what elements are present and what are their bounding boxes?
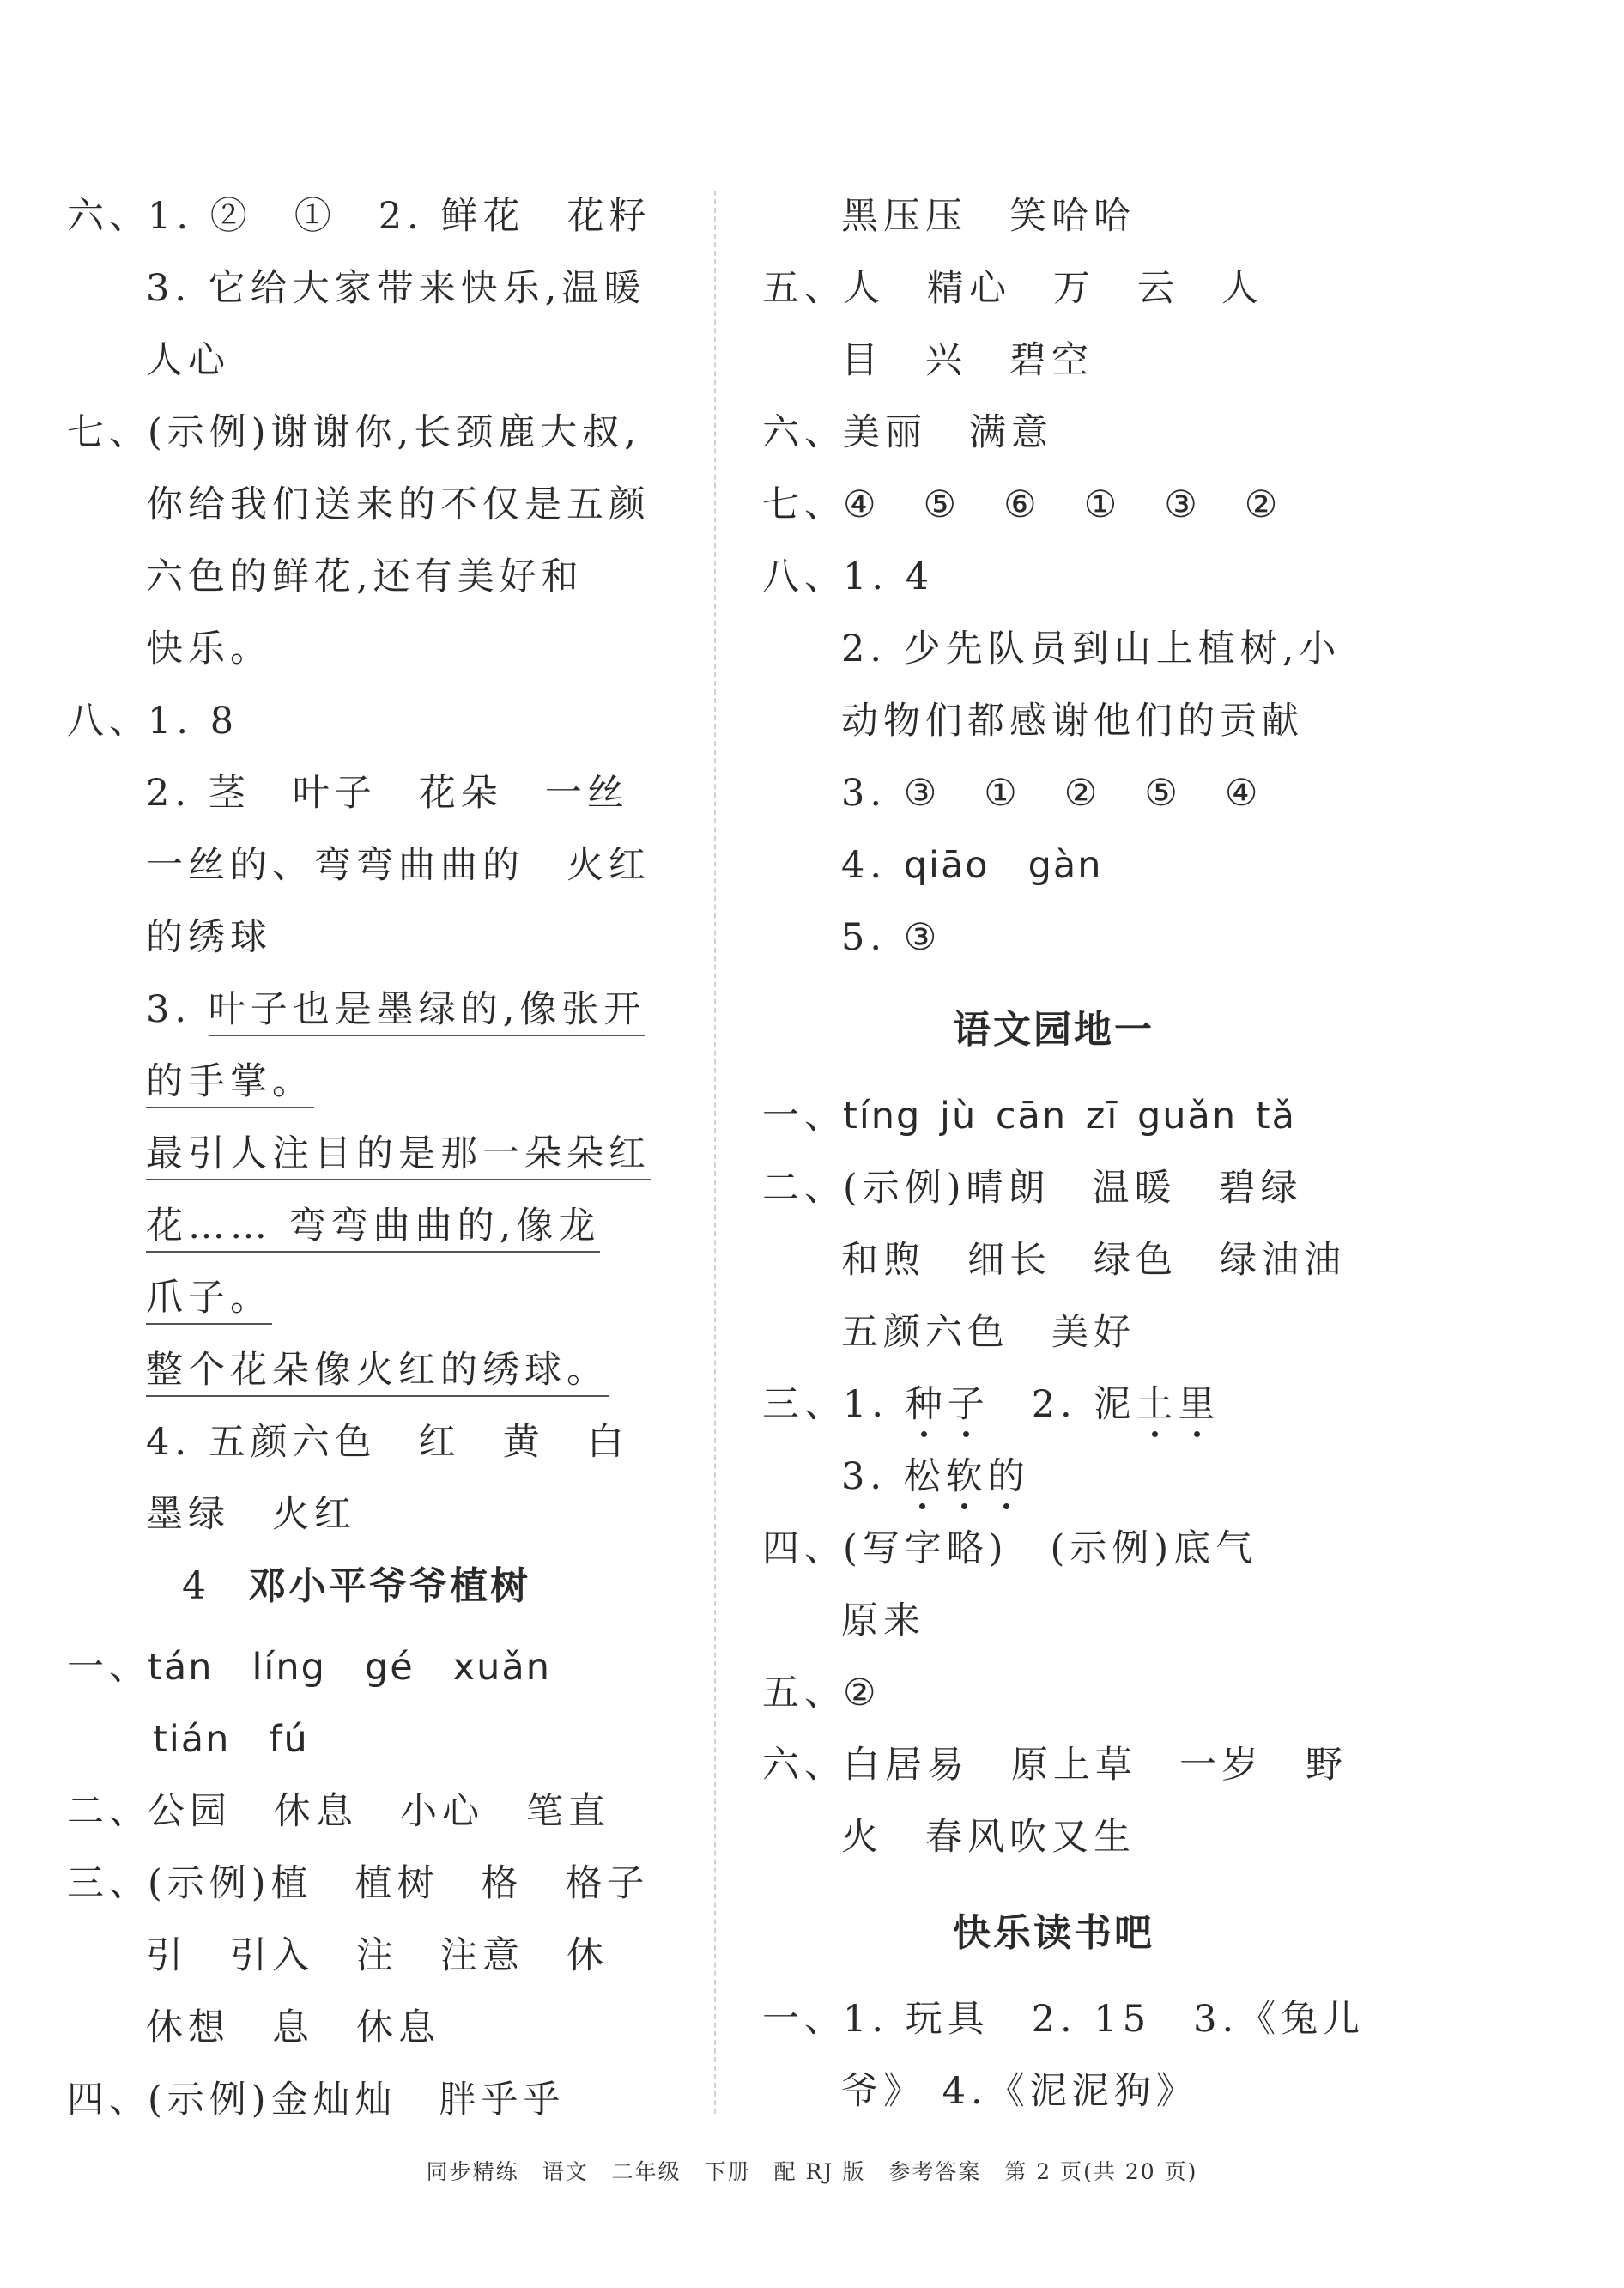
answer-line: tián fú [153,1718,309,1761]
answer-line: 3. ③ ① ② ⑤ ④ [841,772,1263,815]
answer-line: 原来 [841,1599,925,1642]
lesson-title: 邓小平爷爷植树 [248,1564,530,1608]
answer-line: 快乐。 [146,628,272,671]
answer-line: 墨绿 火红 [146,1493,356,1536]
answer-line: 火 春风吹又生 [841,1816,1136,1859]
underlined-sentence: 爪子。 [146,1273,272,1325]
answer-line: 目 兴 碧空 [841,339,1094,382]
answer-line: 二、(示例)晴朗 温暖 碧绿 [762,1167,1303,1210]
answer-line: 和煦 细长 绿色 绿油油 [841,1239,1346,1282]
answer-line [146,1056,314,1108]
answer-line: 六、1. ② ① 2. 鲜花 花籽 [67,195,651,238]
answer-line: 3. 叶子也是墨绿的,像张开 [146,984,645,1036]
answer-line: 三、(示例)植 植树 格 格子 [67,1862,650,1905]
answer-line: 一丝的、弯弯曲曲的 火红 [146,844,651,887]
section-heading: 语文园地一 [953,1008,1154,1052]
page-footer: 同步精练 语文 二年级 下册 配 RJ 版 参考答案 第 2 页(共 20 页) [426,2159,1198,2184]
answer-line: 爷》 4.《泥泥狗》 [841,2070,1198,2113]
answer-line: 八、1. 8 [67,700,239,743]
lesson-heading [182,1561,530,1612]
answer-line: 人心 [146,339,230,382]
emphasis-char: 里 [1178,1379,1220,1430]
section-heading: 快乐读书吧 [953,1911,1154,1955]
answer-line: 动物们都感谢他们的贡献 [841,700,1304,743]
answer-line [146,1128,651,1180]
answer-line: 3. 它给大家带来快乐,温暖 [146,267,646,310]
underlined-sentence: 最引人注目的是那一朵朵红 [146,1129,651,1180]
answer-line [146,1344,609,1397]
answer-line: 八、1. 4 [762,555,935,598]
answer-line: 三、1. 种子 2. 泥土里 [762,1379,1220,1430]
answer-line: 五颜六色 美好 [841,1311,1136,1354]
answer-line: 黑压压 笑哈哈 [841,195,1136,238]
answer-line: 七、(示例)谢谢你,长颈鹿大叔, [67,411,641,454]
emphasis-char: 的 [988,1451,1030,1502]
answer-line: 一、tíng jù cān zī guǎn tǎ [762,1095,1297,1138]
answer-line: 六、美丽 满意 [762,411,1053,454]
emphasis-char: 种 [906,1379,948,1430]
answer-line: 五、② [762,1672,882,1714]
underlined-sentence: 叶子也是墨绿的,像张开 [209,985,646,1036]
emphasis-char: 软 [946,1451,988,1502]
answer-line: 你给我们送来的不仅是五颜 [146,483,651,526]
answer-line: 四、(示例)金灿灿 胖乎乎 [67,2079,566,2121]
emphasis-char: 子 [948,1379,990,1430]
answer-line: 二、公园 休息 小心 笔直 [67,1790,610,1833]
answer-line: 4. 五颜六色 红 黄 白 [146,1421,629,1464]
answer-line [146,1272,272,1325]
answer-line: 2. 茎 叶子 花朵 一丝 [146,772,629,815]
emphasis-char: 土 [1136,1379,1178,1430]
answer-line: 一、tán líng gé xuǎn [67,1646,551,1689]
answer-line: 4. qiāo gàn [841,844,1103,887]
answer-line: 六、白居易 原上草 一岁 野 [762,1744,1348,1787]
answer-line: 2. 少先队员到山上植树,小 [841,628,1342,671]
answer-line: 3. 松软的 [841,1451,1030,1502]
column-divider [714,191,716,2114]
answer-line: 五、人 精心 万 云 人 [762,267,1263,310]
answer-line: 四、(写字略) (示例)底气 [762,1527,1258,1570]
answer-line: 休想 息 休息 [146,2006,440,2049]
answer-line: 七、④ ⑤ ⑥ ① ③ ② [762,483,1283,526]
answer-line [146,1200,600,1253]
answer-line: 六色的鲜花,还有美好和 [146,555,584,598]
underlined-sentence: 的手掌。 [146,1057,314,1108]
underlined-sentence: 整个花朵像火红的绣球。 [146,1345,609,1397]
lesson-number: 4 [182,1564,209,1608]
answer-line: 引 引入 注 注意 休 [146,1934,609,1977]
answer-line: 一、1. 玩具 2. 15 3.《兔儿 [762,1998,1366,2041]
answer-line: 的绣球 [146,916,272,959]
underlined-sentence: 花…… 弯弯曲曲的,像龙 [146,1201,600,1253]
emphasis-char: 松 [904,1451,946,1502]
answer-line: 5. ③ [841,916,942,959]
